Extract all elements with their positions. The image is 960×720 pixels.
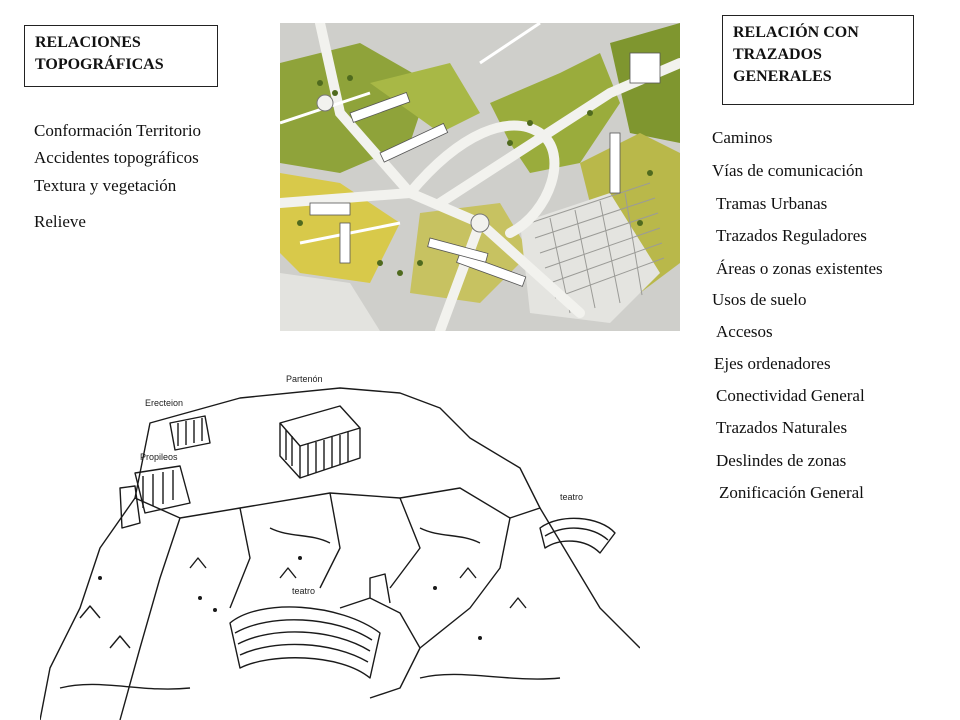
left-list-item: Textura y vegetación: [34, 176, 177, 195]
erecteion-label: Erecteion: [145, 398, 184, 408]
right-list-item: Conectividad General: [716, 386, 865, 405]
left-list-item: Accidentes topográficos: [34, 148, 199, 167]
heading-line: TOPOGRÁFICAS: [35, 56, 164, 73]
right-list-item: Tramas Urbanas: [716, 194, 828, 213]
heading-line: GENERALES: [733, 68, 832, 85]
right-list-item: Usos de suelo: [712, 290, 807, 309]
right-list-item: Ejes ordenadores: [714, 354, 831, 373]
propileos-label: Propileos: [140, 452, 178, 462]
left-list-item: Relieve: [34, 212, 86, 231]
partenon-label: Partenón: [286, 374, 323, 384]
general-layout-relations-heading: [722, 15, 914, 105]
urban-site-plan-image: [280, 23, 680, 331]
acropolis-sketch-image: [40, 348, 640, 720]
right-list-item: Trazados Naturales: [716, 418, 848, 437]
theatre-label-upper: teatro: [560, 492, 584, 502]
heading-line: RELACIÓN CON: [733, 24, 859, 41]
left-list-item: Conformación Territorio: [34, 121, 202, 140]
heading-line: RELACIONES: [35, 34, 141, 51]
theatre-label-lower: teatro: [292, 586, 316, 596]
right-list-item: Trazados Reguladores: [716, 226, 867, 245]
right-list-item: Zonificación General: [719, 483, 864, 502]
right-list-item: Caminos: [712, 128, 773, 147]
right-list-item: Deslindes de zonas: [716, 451, 847, 470]
topographic-relations-heading: [24, 25, 218, 87]
right-list-item: Áreas o zonas existentes: [716, 259, 883, 278]
right-list-item: Vías de comunicación: [712, 161, 864, 180]
heading-line: TRAZADOS: [733, 46, 822, 63]
right-list-item: Accesos: [716, 322, 773, 341]
